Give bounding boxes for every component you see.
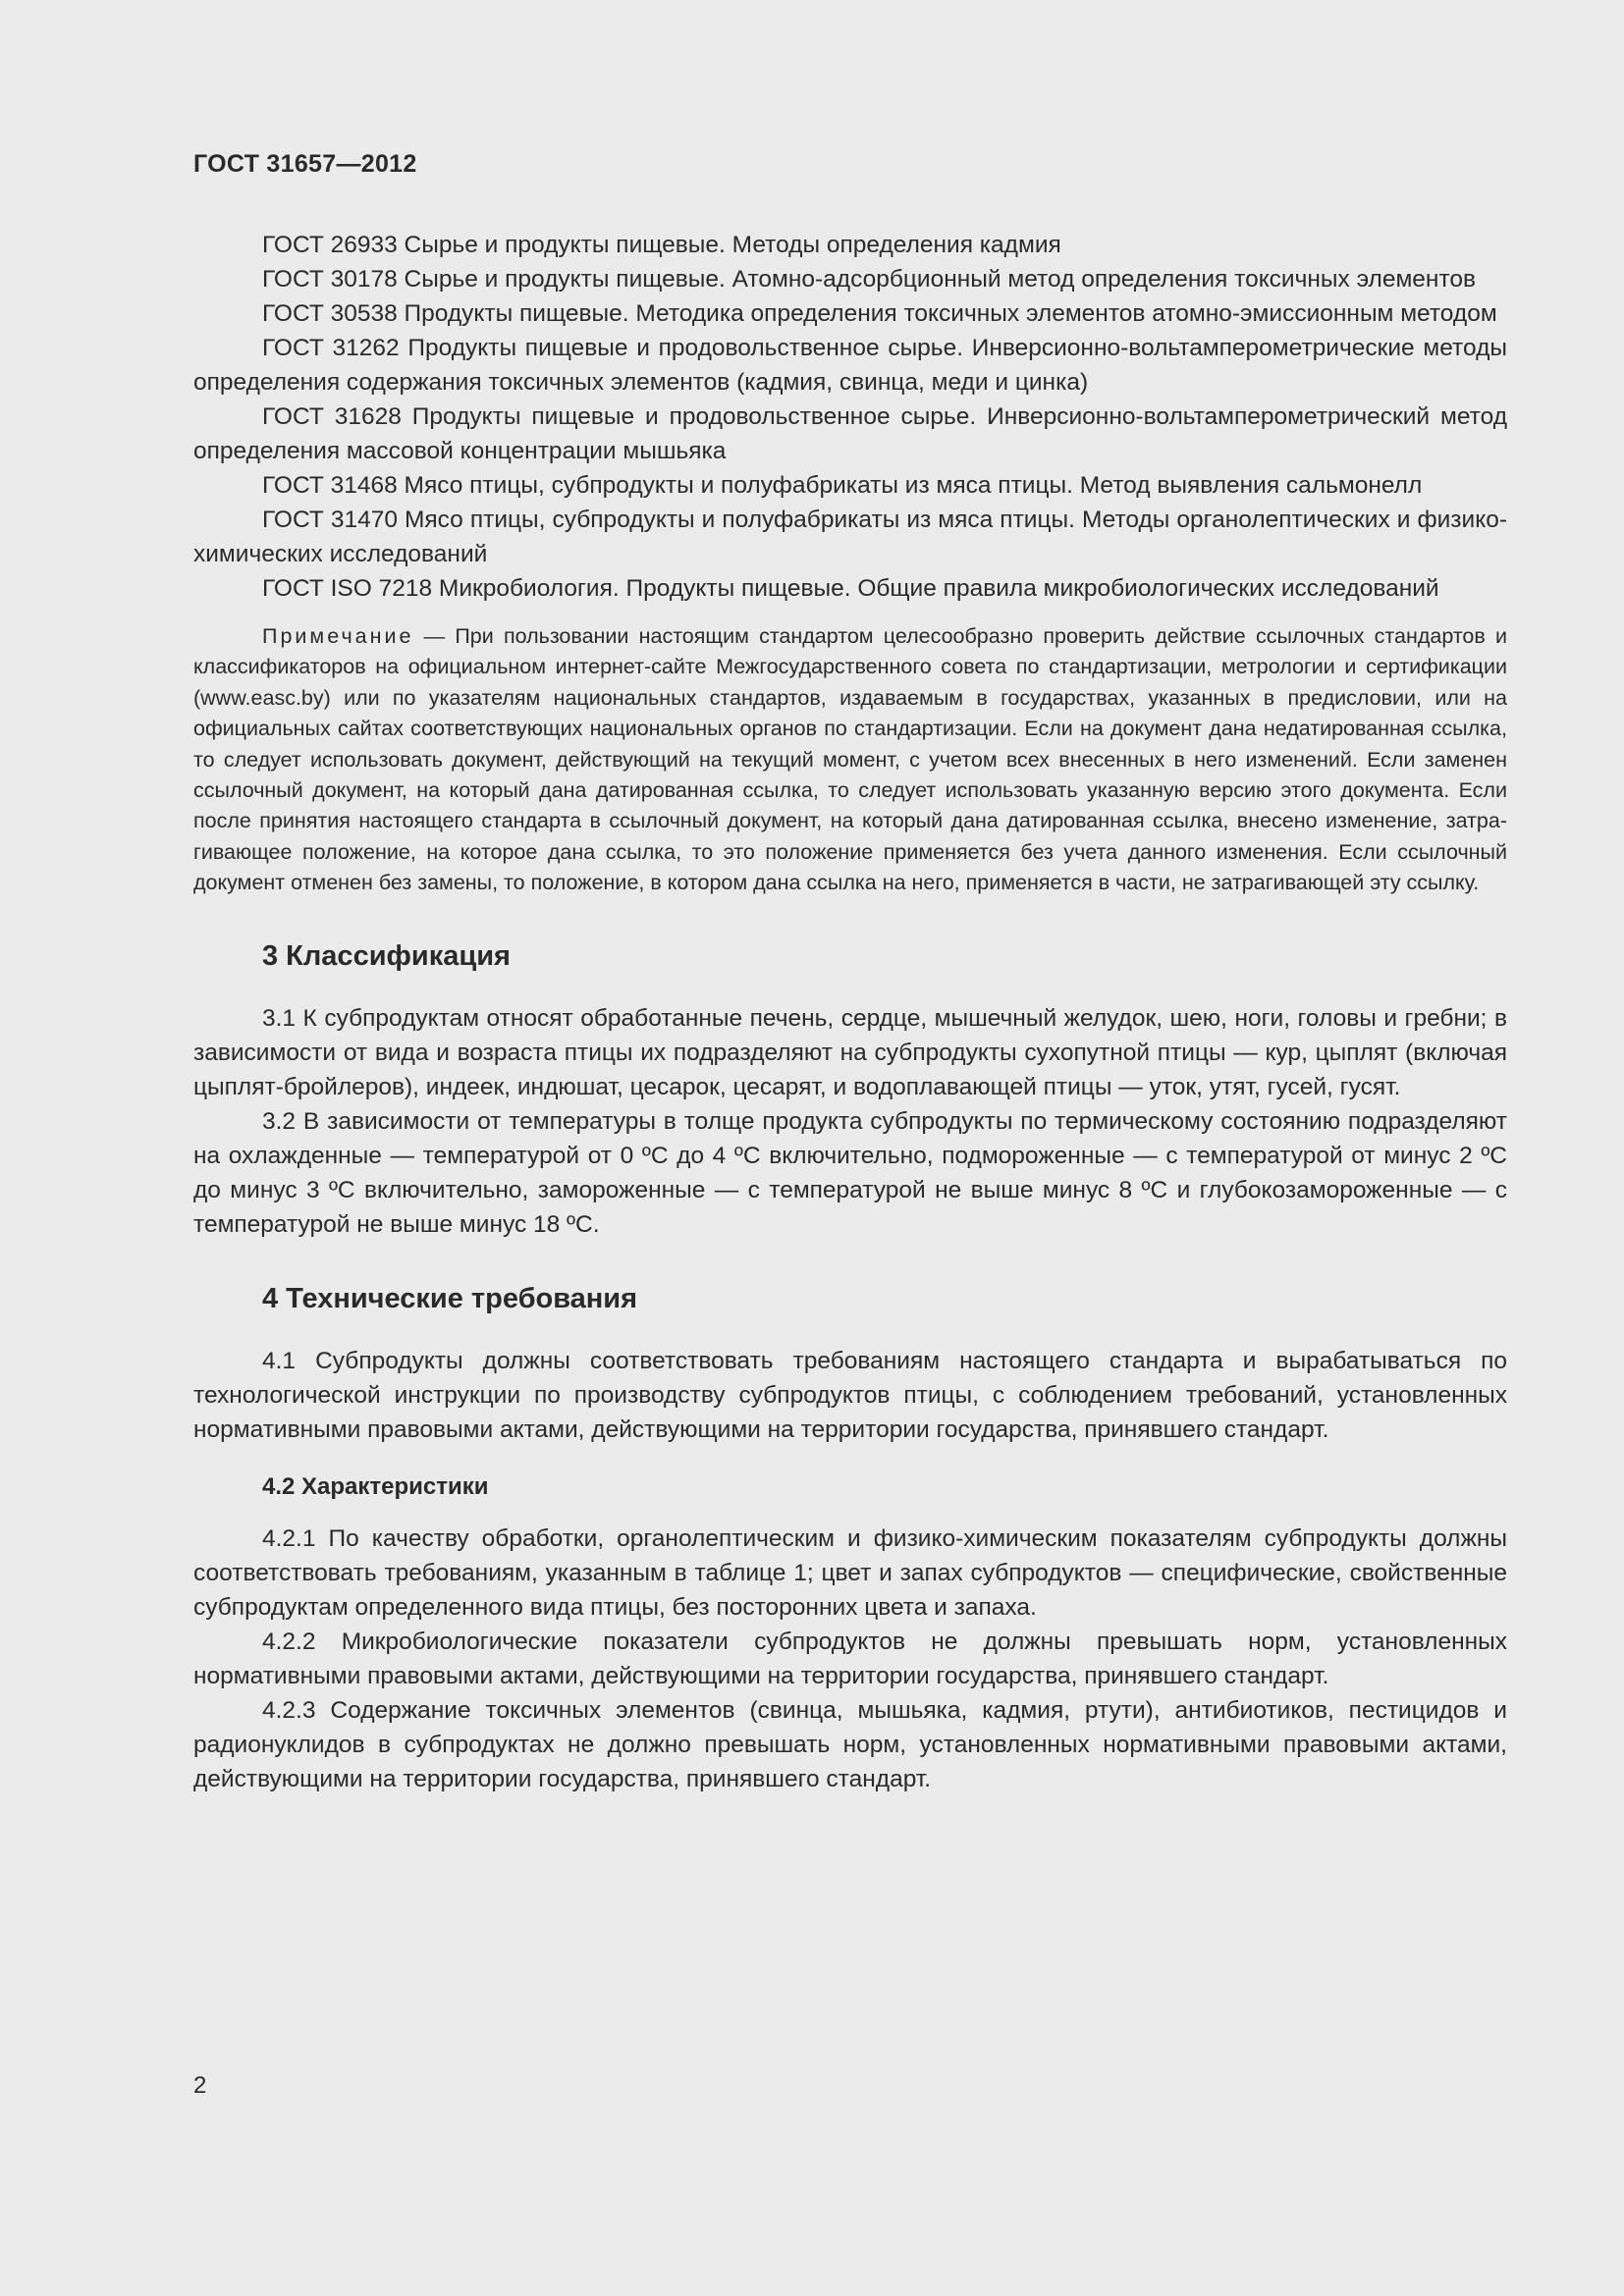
reference-item: ГОСТ ISO 7218 Микробиология. Продукты пищевые. Общие правила микробиологических исследований: [262, 575, 1439, 602]
paragraph-4-2-1: 4.2.1 По качеству обработки, органолептическим и физико-химическим показателям субпродукты должны соответствовать требованиям, указанным в таблице 1; цвет и запах субпродуктов — специфические, свойственные субпродуктам определенного вида птицы, без посторонних цвета и запаха.: [193, 1524, 1507, 1621]
normative-references: [193, 228, 1507, 606]
reference-item: ГОСТ 31470 Мясо птицы, субпродукты и полуфабрикаты из мяса птицы. Методы органолептических и физико-химических исследований: [193, 507, 1507, 567]
reference-item: ГОСТ 31628 Продукты пищевые и продовольственное сырье. Инверсионно-вольтамперометрический метод определения массовой концентрации мышьяка: [193, 403, 1507, 464]
reference-item: ГОСТ 31262 Продукты пищевые и продовольственное сырье. Инверсионно-вольтамперометрические методы определения содержания токсичных элементов (кадмия, свинца, меди и цинка): [193, 335, 1507, 396]
note-text: — При пользовании настоящим стандартом целесообразно проверить действие ссылочных стандартов и классификаторов на официальном интернет-сайте Межгосударственного совета по стандартизации, метрологии и сертификации (www.easc.by) или по указателям национальных стандартов, издаваемым в государствах, указанных в предисловии, или на официальных сайтах соответствующих национальных органов по стандартизации. Если на документ дана недатированная ссылка, то следует использовать документ, действующий на текущий момент, с учетом всех внесенных в него изменений. Если заменен ссылочный документ, на который дана датированная ссылка, то следует использовать указанную версию этого документа. Если после принятия настоящего стандарта в ссылочный документ, на который дана датированная ссылка, внесено изменение, затрагивающее положение, на которое дана ссылка, то это положение применяется без учета данного изменения. Если ссылочный документ отменен без замены, то положение, в котором дана ссылка на него, применяется в части, не затрагивающей эту ссылку.: [193, 624, 1507, 895]
section-4-heading: 4 Технические требования: [262, 1282, 638, 1314]
reference-item: ГОСТ 30178 Сырье и продукты пищевые. Атомно-адсорбционный метод определения токсичных элементов: [262, 266, 1477, 293]
note-label: Примечание: [262, 624, 414, 648]
paragraph-3-1: 3.1 К субпродуктам относят обработанные печень, сердце, мышечный желудок, шею, ноги, головы и гребни; в зависимости от вида и возраста птицы их подразделяют на субпродукты сухопутной птицы — кур, цыплят (включая цыплят-бройлеров), индеек, индюшат, цесарок, цесарят, и водоплавающей птицы — уток, утят, гусей, гусят.: [193, 1004, 1507, 1100]
paragraph-4-2-3: 4.2.3 Содержание токсичных элементов (свинца, мышьяка, кадмия, ртути), антибиотиков, пестицидов и радионуклидов в субпродуктах не должно превышать норм, установленных нормативными правовыми актами, действующими на территории государства, принявшего стандарт.: [193, 1696, 1507, 1792]
paragraph-3-2: 3.2 В зависимости от температуры в толще продукта субпродукты по термическому состоянию подразделяют на охлажденные — температурой от 0 ºС до 4 ºС включительно, подмороженные — с температурой от минус 2 ºС до минус 3 ºС включительно, замороженные — с температурой не выше минус 8 ºС и глубокозамороженные — с температурой не выше минус 18 ºС.: [193, 1107, 1507, 1238]
section-3-heading: 3 Классификация: [262, 939, 511, 972]
reference-item: ГОСТ 26933 Сырье и продукты пищевые. Методы определения кадмия: [262, 232, 1061, 258]
subsection-4-2-heading: 4.2 Характеристики: [262, 1472, 489, 1500]
paragraph-4-2-2: 4.2.2 Микробиологические показатели субпродуктов не должны превышать норм, установленных нормативными правовыми актами, действующими на территории государства, принявшего стандарт.: [193, 1628, 1507, 1689]
note-paragraph: [193, 621, 1507, 899]
document-header: ГОСТ 31657—2012: [193, 150, 417, 178]
page-number: 2: [193, 2072, 207, 2099]
reference-item: ГОСТ 31468 Мясо птицы, субпродукты и полуфабрикаты из мяса птицы. Метод выявления сальмонелл: [262, 472, 1423, 499]
paragraph-4-1: 4.1 Субпродукты должны соответствовать требованиям настоящего стандарта и вырабатываться по технологической инструкции по производству субпродуктов птицы, с соблюдением требований, установленных нормативными правовыми актами, действующими на территории государства, принявшего стандарт.: [193, 1347, 1507, 1443]
document-page: [193, 147, 1507, 1796]
reference-item: ГОСТ 30538 Продукты пищевые. Методика определения токсичных элементов атомно-эмиссионным методом: [262, 300, 1497, 327]
